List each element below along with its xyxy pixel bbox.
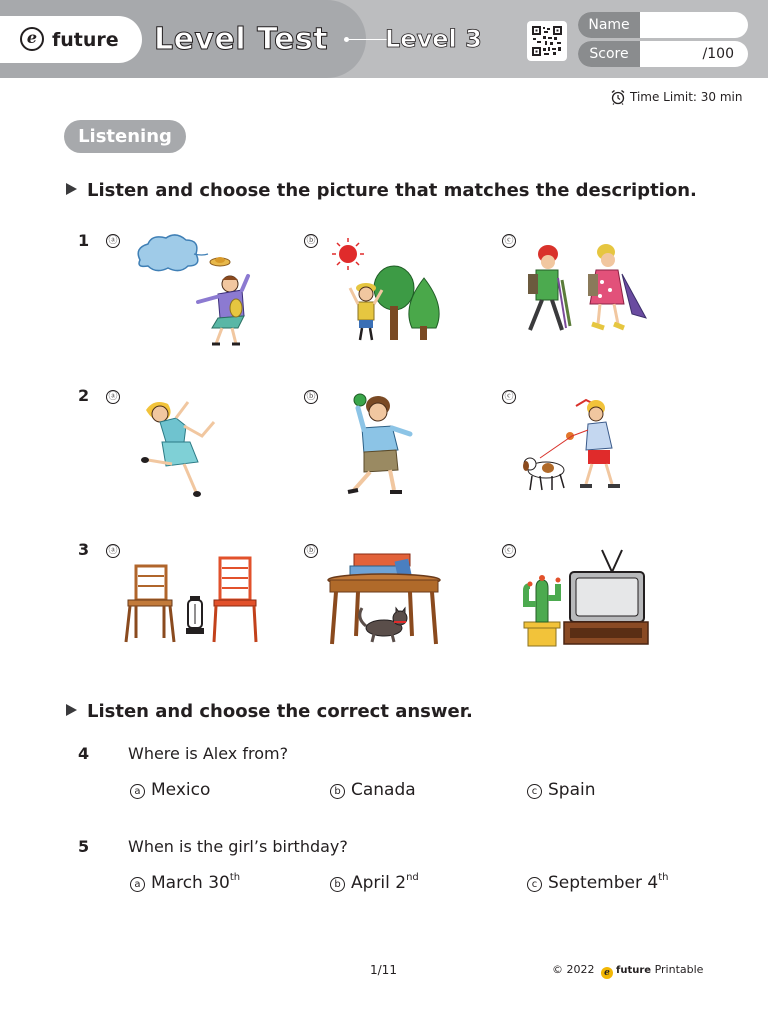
choice-text: March 30 bbox=[151, 873, 230, 893]
question-number: 1 bbox=[78, 231, 90, 250]
page-number: 1/11 bbox=[370, 963, 397, 977]
level-label: Level 3 bbox=[385, 25, 482, 53]
option-c-marker[interactable]: ⓒ bbox=[502, 390, 516, 404]
boy-throwing-ball-picture[interactable] bbox=[332, 390, 414, 498]
name-label: Name bbox=[578, 12, 640, 38]
e-future-logo-icon: e bbox=[20, 27, 44, 51]
ordinal-suffix: nd bbox=[406, 872, 419, 883]
choice-b-marker: b bbox=[330, 784, 345, 799]
cactus-and-tv-picture[interactable] bbox=[518, 548, 652, 648]
option-b-marker[interactable]: ⓑ bbox=[304, 234, 318, 248]
option-b-marker[interactable]: ⓑ bbox=[304, 544, 318, 558]
title-connector-line bbox=[349, 39, 389, 40]
choice-text: Mexico bbox=[151, 780, 211, 800]
choice-b[interactable] bbox=[330, 871, 419, 895]
choice-a[interactable] bbox=[130, 778, 210, 802]
instruction-text: Listen and choose the correct answer. bbox=[87, 701, 473, 722]
footer-copyright bbox=[552, 962, 703, 979]
ordinal-suffix: th bbox=[229, 872, 241, 883]
logo-text: future bbox=[52, 29, 119, 51]
dancing-girl-picture[interactable] bbox=[140, 396, 220, 500]
choice-c-marker: c bbox=[527, 877, 542, 892]
option-a-marker[interactable]: ⓐ bbox=[106, 544, 120, 558]
question-number: 4 bbox=[78, 744, 90, 763]
score-label: Score bbox=[578, 41, 640, 67]
section-label: Listening bbox=[64, 120, 186, 153]
choice-c-marker: c bbox=[527, 784, 542, 799]
qr-code-icon[interactable] bbox=[527, 21, 567, 61]
ordinal-suffix: th bbox=[658, 872, 669, 883]
sunny-day-picture[interactable] bbox=[328, 236, 450, 344]
option-c-marker[interactable]: ⓒ bbox=[502, 234, 516, 248]
choice-text: Spain bbox=[548, 780, 596, 800]
time-limit: Time Limit: 30 min bbox=[630, 90, 743, 104]
play-triangle-icon bbox=[66, 183, 77, 195]
cat-under-table-picture[interactable] bbox=[326, 548, 442, 646]
footer-brand: future bbox=[616, 965, 652, 976]
windy-day-picture[interactable] bbox=[132, 232, 257, 350]
choice-b-marker: b bbox=[330, 877, 345, 892]
question-number: 5 bbox=[78, 837, 90, 856]
score-field bbox=[578, 41, 748, 67]
instruction-part2 bbox=[66, 700, 473, 724]
question-number: 3 bbox=[78, 540, 90, 559]
question-text: Where is Alex from? bbox=[128, 744, 289, 763]
name-field[interactable] bbox=[578, 12, 748, 38]
option-a-marker[interactable]: ⓐ bbox=[106, 390, 120, 404]
choice-a[interactable] bbox=[130, 871, 240, 895]
play-triangle-icon bbox=[66, 704, 77, 716]
e-future-logo-icon: e bbox=[601, 967, 613, 979]
option-c-marker[interactable]: ⓒ bbox=[502, 544, 516, 558]
choice-b[interactable] bbox=[330, 778, 416, 802]
copyright-text: © 2022 bbox=[552, 963, 595, 976]
choice-c[interactable] bbox=[527, 778, 596, 802]
choice-text: Canada bbox=[351, 780, 416, 800]
instruction-part1 bbox=[66, 179, 697, 203]
question-number: 2 bbox=[78, 386, 90, 405]
choice-text: April 2 bbox=[351, 873, 407, 893]
instruction-text: Listen and choose the picture that matches the description. bbox=[87, 180, 697, 201]
choice-a-marker: a bbox=[130, 784, 145, 799]
choice-a-marker: a bbox=[130, 877, 145, 892]
rainy-day-picture[interactable] bbox=[514, 240, 654, 340]
option-a-marker[interactable]: ⓐ bbox=[106, 234, 120, 248]
chairs-and-lantern-picture[interactable] bbox=[122, 556, 258, 644]
choice-c[interactable] bbox=[527, 871, 668, 895]
alarm-clock-icon bbox=[610, 89, 626, 105]
footer-suffix: Printable bbox=[654, 963, 704, 976]
option-b-marker[interactable]: ⓑ bbox=[304, 390, 318, 404]
choice-text: September 4 bbox=[548, 873, 659, 893]
girl-walking-dog-picture[interactable] bbox=[520, 398, 620, 494]
question-text: When is the girl’s birthday? bbox=[128, 837, 348, 856]
page-title: Level Test bbox=[154, 22, 329, 57]
score-value: /100 bbox=[702, 46, 734, 62]
